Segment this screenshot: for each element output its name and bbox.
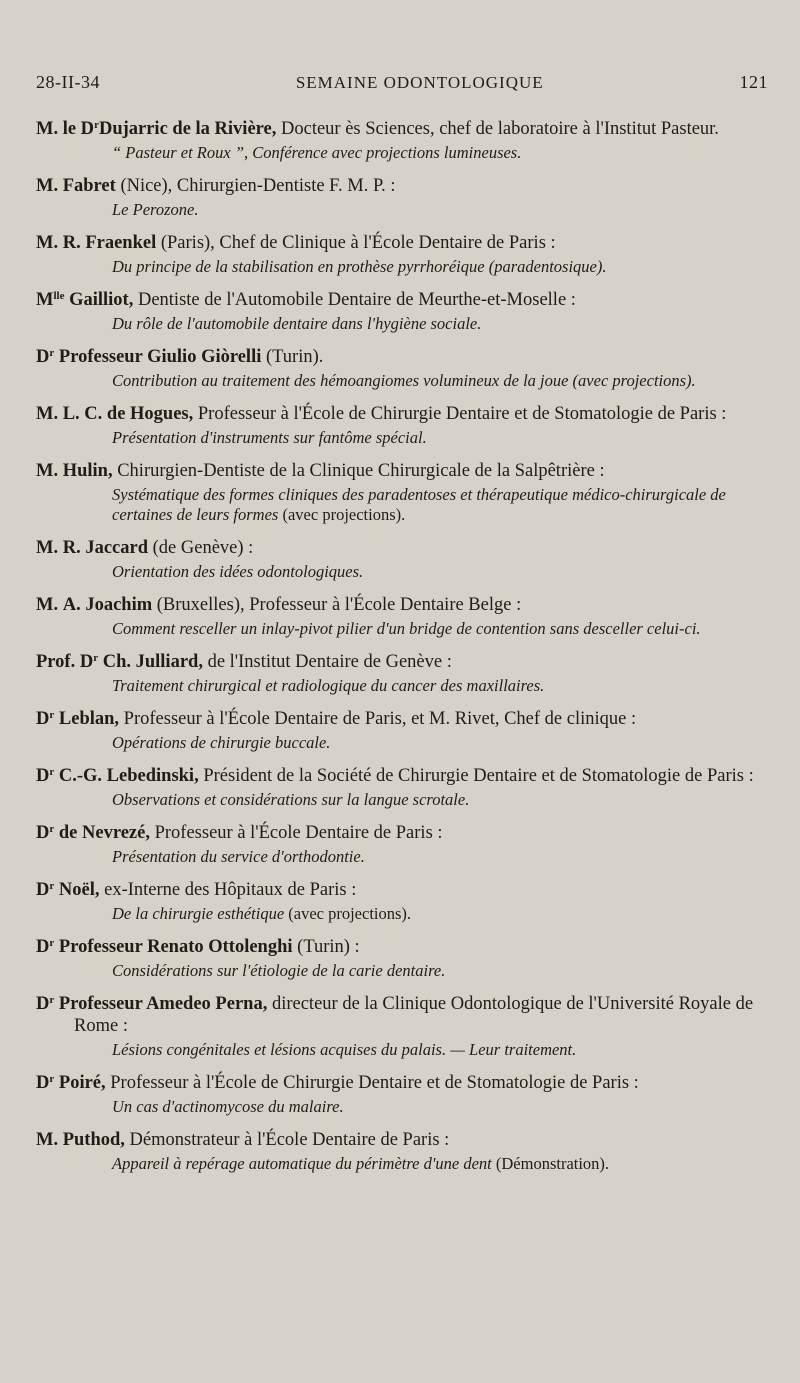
speaker-line xyxy=(36,936,772,958)
speaker-name: Puthod, xyxy=(62,1130,125,1150)
speaker-name: Professeur Amedeo Perna, xyxy=(54,994,268,1014)
speaker-affiliation: Professeur à l'École de Chirurgie Dentaire et de Stomatologie de Paris : xyxy=(193,404,727,424)
speaker-entry xyxy=(36,232,772,277)
talk-title: Traitement chirurgical et radiologique du cancer des maxillaires. xyxy=(112,676,545,695)
speaker-prefix: $D^r$ xyxy=(36,823,55,843)
speaker-prefix: M. xyxy=(36,461,63,481)
speaker-name: C.-G. Lebedinski, xyxy=(54,766,199,786)
talk-title: Du principe de la stabilisation en prothèse pyrrhoréique (paradentosique). xyxy=(112,257,607,276)
speaker-entry xyxy=(36,708,772,753)
speaker-prefix: M. xyxy=(36,1130,63,1150)
talk-note: (Démonstration). xyxy=(491,1154,610,1173)
speaker-name: L. C. de Hogues, xyxy=(62,404,194,424)
speaker-prefix: $D^r$ xyxy=(36,347,55,367)
speaker-prefix: M. xyxy=(36,404,63,424)
speaker-line xyxy=(36,708,772,730)
speaker-name: Leblan, xyxy=(54,709,120,729)
speaker-line xyxy=(36,651,772,673)
speaker-name: A. Joachim xyxy=(62,595,153,615)
speaker-name: Noël, xyxy=(54,880,100,900)
speaker-line xyxy=(36,993,772,1037)
speaker-name: R. Fraenkel xyxy=(62,233,157,253)
speaker-entry xyxy=(36,289,772,334)
speaker-affiliation: Dentiste de l'Automobile Dentaire de Meurthe-et-Moselle : xyxy=(133,290,576,310)
speaker-prefix: $D^r$ xyxy=(36,937,55,957)
speaker-prefix: M. xyxy=(36,538,63,558)
speaker-name: Fabret xyxy=(62,176,116,196)
issue-date: 28-II-34 xyxy=(36,72,100,92)
speaker-affiliation: Chirurgien-Dentiste de la Clinique Chirurgicale de la Salpêtrière : xyxy=(112,461,605,481)
talk-title: Comment resceller un inlay-pivot pilier d'un bridge de contention sans desceller celui-ci. xyxy=(112,619,701,638)
speaker-prefix: M. xyxy=(36,176,63,196)
speaker-prefix: $D^r$ xyxy=(36,709,55,729)
speaker-affiliation: Professeur à l'École Dentaire de Paris, et M. Rivet, Chef de clinique : xyxy=(119,709,637,729)
talk-title: Le Perozone. xyxy=(112,200,199,219)
speaker-affiliation: ex-Interne des Hôpitaux de Paris : xyxy=(99,880,357,900)
speaker-affiliation: (Paris), Chef de Clinique à l'École Dentaire de Paris : xyxy=(156,233,556,253)
talk-title: Du rôle de l'automobile dentaire dans l'hygiène sociale. xyxy=(112,314,482,333)
speaker-affiliation: (de Genève) : xyxy=(148,538,254,558)
speaker-line xyxy=(36,879,772,901)
talk-title: Considérations sur l'étiologie de la carie dentaire. xyxy=(112,961,446,980)
speaker-prefix: $M^{lle}$ xyxy=(36,290,65,310)
speaker-entry xyxy=(36,1129,772,1174)
talk-title: Contribution au traitement des hémoangiomes volumineux de la joue (avec projections). xyxy=(112,371,696,390)
speaker-line xyxy=(36,1129,772,1151)
talk-title: De la chirurgie esthétique (avec projections). xyxy=(112,904,412,923)
speaker-affiliation: Président de la Société de Chirurgie Dentaire et de Stomatologie de Paris : xyxy=(198,766,754,786)
talk-title: Un cas d'actinomycose du malaire. xyxy=(112,1097,344,1116)
speaker-name: Poiré, xyxy=(54,1073,106,1093)
speaker-prefix: $D^r$ xyxy=(36,994,55,1014)
speaker-affiliation: Professeur à l'École Dentaire de Paris : xyxy=(149,823,443,843)
speaker-line xyxy=(36,175,772,197)
speaker-entry xyxy=(36,175,772,220)
speaker-affiliation: (Turin). xyxy=(261,347,324,367)
speaker-affiliation: Docteur ès Sciences, chef de laboratoire à l'Institut Pasteur. xyxy=(276,119,719,139)
speaker-line xyxy=(36,289,772,311)
talk-title: Présentation du service d'orthodontie. xyxy=(112,847,365,866)
speaker-entry xyxy=(36,651,772,696)
speaker-name: Gailliot, xyxy=(64,290,134,310)
speaker-entry xyxy=(36,993,772,1060)
speaker-affiliation: de l'Institut Dentaire de Genève : xyxy=(202,652,452,672)
speaker-name: R. Jaccard xyxy=(62,538,149,558)
speaker-prefix: $D^r$ xyxy=(36,880,55,900)
speaker-name: Dujarric de la Rivière, xyxy=(98,119,277,139)
running-head xyxy=(36,72,768,93)
speaker-line xyxy=(36,537,772,559)
speaker-line xyxy=(36,346,772,368)
speaker-entry xyxy=(36,594,772,639)
speaker-entry xyxy=(36,537,772,582)
speaker-prefix: $D^r$ xyxy=(36,766,55,786)
speaker-list xyxy=(36,118,772,1186)
talk-title: Opérations de chirurgie buccale. xyxy=(112,733,331,752)
speaker-entry xyxy=(36,403,772,448)
talk-title: Systématique des formes cliniques des paradentoses et thérapeutique médico-chirurgicale de certaines de leurs formes (avec projections). xyxy=(112,485,726,524)
speaker-name: Ch. Julliard, xyxy=(98,652,203,672)
speaker-entry xyxy=(36,118,772,163)
speaker-prefix: M. xyxy=(36,595,63,615)
speaker-affiliation: directeur de la Clinique Odontologique de l'Université Royale de Rome : xyxy=(74,994,754,1036)
speaker-name: Hulin, xyxy=(62,461,113,481)
speaker-entry xyxy=(36,822,772,867)
speaker-prefix: M. xyxy=(36,233,63,253)
speaker-line xyxy=(36,460,772,482)
speaker-name: Professeur Giulio Giòrelli xyxy=(54,347,262,367)
talk-title: Lésions congénitales et lésions acquises du palais. — Leur traitement. xyxy=(112,1040,577,1059)
speaker-line xyxy=(36,403,772,425)
talk-title: Présentation d'instruments sur fantôme spécial. xyxy=(112,428,427,447)
speaker-entry xyxy=(36,879,772,924)
speaker-line xyxy=(36,1072,772,1094)
speaker-entry xyxy=(36,460,772,525)
talk-title: Appareil à repérage automatique du périmètre d'une dent (Démonstration). xyxy=(112,1154,610,1173)
speaker-prefix: M. le $D^r$ xyxy=(36,119,99,139)
talk-title: Observations et considérations sur la langue scrotale. xyxy=(112,790,470,809)
speaker-line xyxy=(36,594,772,616)
speaker-prefix: $D^r$ xyxy=(36,1073,55,1093)
talk-title: Orientation des idées odontologiques. xyxy=(112,562,364,581)
speaker-name: de Nevrezé, xyxy=(54,823,150,843)
speaker-entry xyxy=(36,1072,772,1117)
journal-title: SEMAINE ODONTOLOGIQUE xyxy=(295,73,544,92)
speaker-entry xyxy=(36,346,772,391)
speaker-entry xyxy=(36,765,772,810)
speaker-affiliation: Démonstrateur à l'École Dentaire de Paris : xyxy=(124,1130,450,1150)
speaker-line xyxy=(36,118,772,140)
speaker-line xyxy=(36,765,772,787)
page-number: 121 xyxy=(739,72,768,92)
talk-note: (avec projections). xyxy=(284,904,412,923)
speaker-entry xyxy=(36,936,772,981)
speaker-name: Professeur Renato Ottolenghi xyxy=(54,937,293,957)
speaker-affiliation: (Bruxelles), Professeur à l'École Dentaire Belge : xyxy=(152,595,522,615)
speaker-line xyxy=(36,232,772,254)
speaker-line xyxy=(36,822,772,844)
speaker-affiliation: (Nice), Chirurgien-Dentiste F. M. P. : xyxy=(115,176,396,196)
speaker-prefix: Prof. $D^r$ xyxy=(36,652,99,672)
talk-title: “ Pasteur et Roux ”, Conférence avec projections lumineuses. xyxy=(112,143,522,162)
speaker-affiliation: Professeur à l'École de Chirurgie Dentaire et de Stomatologie de Paris : xyxy=(105,1073,639,1093)
talk-note: (avec projections). xyxy=(278,505,406,524)
speaker-affiliation: (Turin) : xyxy=(292,937,360,957)
